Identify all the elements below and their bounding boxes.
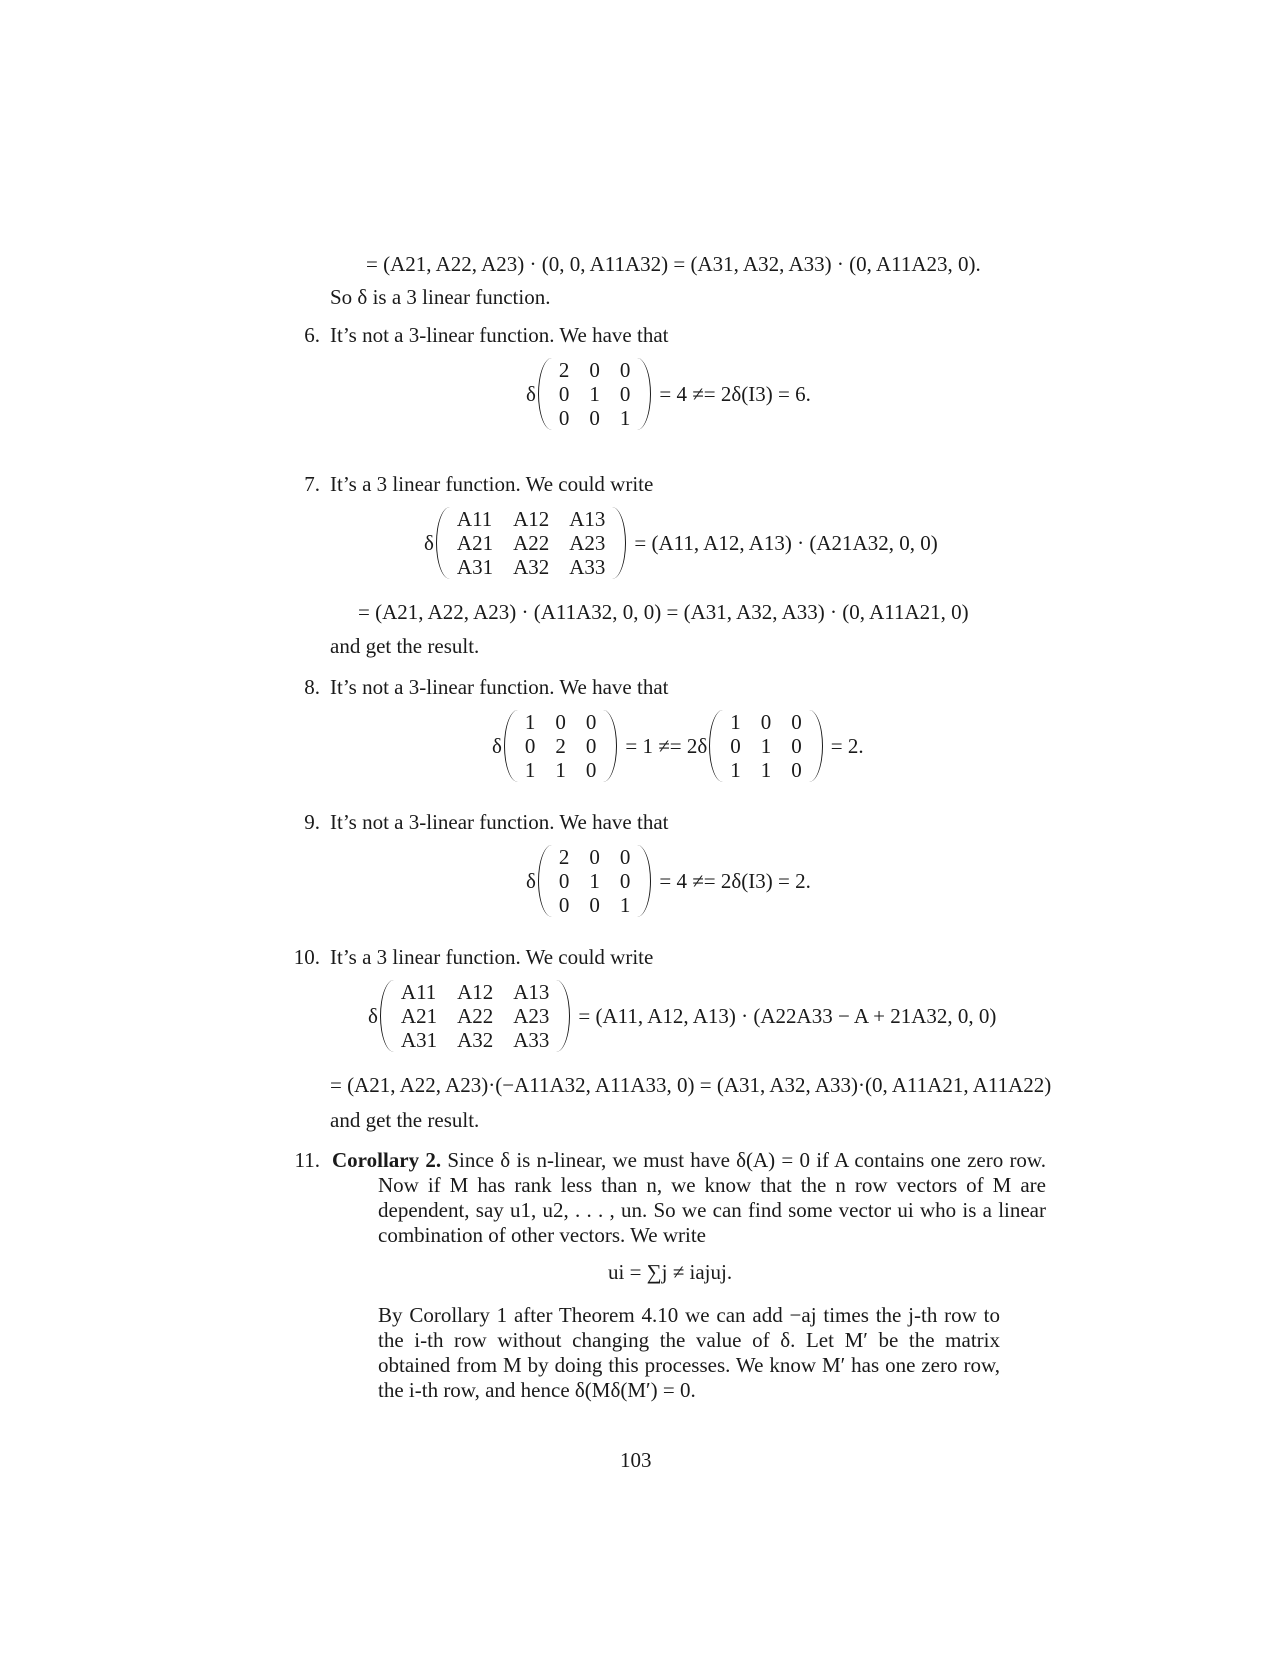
item6-result: = 4 ≠= 2δ(I3) = 6.: [659, 381, 811, 406]
matrix-row: [391, 980, 560, 1004]
matrix-cell: 1: [524, 710, 536, 734]
item11-number: 11.: [294, 1148, 320, 1172]
matrix-cell: 1: [619, 406, 631, 430]
matrix-cell: 1: [730, 710, 741, 734]
item10-line2: = (A21, A22, A23)·(−A11A32, A11A33, 0) = (A31, A32, A33)·(0, A11A21, A11A22): [330, 1073, 1052, 1097]
matrix-cell: 2: [558, 358, 570, 382]
matrix-cell: A33: [513, 1028, 550, 1052]
item7-number: 7.: [304, 472, 320, 496]
matrix-row: [549, 358, 641, 382]
matrix-row: [549, 845, 641, 869]
corollary-heading: Corollary 2.: [332, 1148, 442, 1172]
matrix-cell: A13: [513, 980, 550, 1004]
matrix-row: [447, 555, 616, 579]
matrix-cell: 0: [524, 734, 536, 758]
matrix-cell: 0: [558, 382, 570, 406]
matrix-cell: A31: [400, 1028, 438, 1052]
matrix-cell: 0: [555, 710, 566, 734]
item7-conclusion: and get the result.: [330, 634, 480, 658]
matrix-row: [515, 758, 607, 782]
delta-symbol: δ: [424, 530, 434, 555]
matrix-cell: A21: [456, 531, 494, 555]
item7-rhs: = (A11, A12, A13) · (A21A32, 0, 0): [634, 530, 938, 555]
matrix-cell: 1: [524, 758, 536, 782]
matrix-row: [549, 893, 641, 917]
matrix-cell: 0: [589, 893, 600, 917]
delta-symbol: δ: [526, 868, 536, 893]
item11-formula: ui = ∑j ≠ iajuj.: [608, 1260, 733, 1284]
matrix-cell: 0: [619, 845, 631, 869]
matrix-cell: 0: [589, 845, 600, 869]
item8-number: 8.: [304, 675, 320, 699]
item10-number: 10.: [293, 945, 320, 969]
matrix-cell: A11: [400, 980, 437, 1004]
delta-symbol: δ: [526, 381, 536, 406]
item8-text: It’s not a 3-linear function. We have that: [330, 675, 669, 699]
matrix-cell: A11: [456, 507, 493, 531]
matrix-cell: A31: [456, 555, 494, 579]
matrix-cell: 1: [760, 734, 772, 758]
matrix-row: [447, 507, 616, 531]
matrix-cell: 2: [558, 845, 570, 869]
matrix-cell: 0: [558, 893, 570, 917]
matrix-cell: A32: [457, 1028, 494, 1052]
matrix-cell: 0: [619, 382, 631, 406]
matrix-row: [391, 1004, 560, 1028]
item9-number: 9.: [304, 810, 320, 834]
matrix-cell: 0: [585, 734, 597, 758]
item6-number: 6.: [304, 323, 320, 347]
matrix-cell: 0: [585, 758, 597, 782]
matrix-cell: 0: [558, 406, 570, 430]
matrix-cell: 0: [558, 869, 570, 893]
item8-matrix-a: [504, 710, 618, 782]
matrix-cell: 0: [589, 406, 600, 430]
matrix-cell: A33: [569, 555, 606, 579]
item10-equation: [368, 980, 996, 1052]
item10-matrix: [380, 980, 571, 1052]
page-number: 103: [620, 1448, 652, 1472]
matrix-cell: A13: [569, 507, 606, 531]
matrix-cell: 1: [730, 758, 741, 782]
matrix-cell: A22: [513, 531, 550, 555]
item8-equation: [492, 710, 864, 782]
matrix-cell: A21: [400, 1004, 438, 1028]
item7-equation: [424, 507, 938, 579]
item8-result: = 2.: [830, 733, 864, 758]
matrix-cell: 1: [589, 869, 600, 893]
matrix-cell: 1: [589, 382, 600, 406]
item10-rhs: = (A11, A12, A13) · (A22A33 − A + 21A32, 0, 0): [578, 1003, 997, 1028]
matrix-cell: 0: [730, 734, 741, 758]
matrix-row: [720, 734, 812, 758]
item8-matrix-b: [709, 710, 823, 782]
matrix-cell: 1: [555, 758, 566, 782]
matrix-row: [549, 382, 641, 406]
matrix-cell: A12: [457, 980, 494, 1004]
item5-conclusion: So δ is a 3 linear function.: [330, 285, 551, 309]
item11-paragraph2: By Corollary 1 after Theorem 4.10 we can add −aj times the j-th row to the i-th row without changing the value of δ. Let M′ be the matrix obtained from M by doing this processes. We know M′ has one zero row, the i-th row, and hence δ(Mδ(M′) = 0.: [378, 1303, 1000, 1402]
matrix-cell: 1: [760, 758, 772, 782]
matrix-row: [720, 758, 812, 782]
matrix-row: [720, 710, 812, 734]
item6-matrix: [538, 358, 652, 430]
matrix-cell: 0: [589, 358, 600, 382]
matrix-row: [515, 710, 607, 734]
item11-paragraph1: Corollary 2. Since δ is n-linear, we must have δ(A) = 0 if A contains one zero row. Now if M has rank less than n, we know that the n row vectors of M are dependent, say u1, u2, . . . , un. So we can find some vector ui who is a linear combination of other vectors. We write: [332, 1148, 1046, 1247]
item9-equation: [526, 845, 811, 917]
matrix-cell: 0: [791, 758, 802, 782]
item9-text: It’s not a 3-linear function. We have that: [330, 810, 669, 834]
item7-line2: = (A21, A22, A23) · (A11A32, 0, 0) = (A31, A32, A33) · (0, A11A21, 0): [358, 600, 969, 624]
matrix-cell: A12: [513, 507, 550, 531]
matrix-row: [391, 1028, 560, 1052]
matrix-cell: 1: [619, 893, 631, 917]
item6-text: It’s not a 3-linear function. We have that: [330, 323, 669, 347]
item6-equation: [526, 358, 811, 430]
item9-matrix: [538, 845, 652, 917]
item7-matrix: [436, 507, 627, 579]
matrix-row: [515, 734, 607, 758]
delta-symbol: δ: [368, 1003, 378, 1028]
matrix-cell: 0: [791, 734, 802, 758]
item7-text: It’s a 3 linear function. We could write: [330, 472, 654, 496]
item9-result: = 4 ≠= 2δ(I3) = 2.: [659, 868, 811, 893]
matrix-cell: A23: [569, 531, 606, 555]
matrix-cell: A22: [457, 1004, 494, 1028]
matrix-cell: 0: [619, 869, 631, 893]
matrix-cell: A23: [513, 1004, 550, 1028]
matrix-row: [549, 869, 641, 893]
matrix-cell: 0: [760, 710, 772, 734]
delta-symbol: δ: [492, 733, 502, 758]
item8-middle: = 1 ≠= 2δ: [625, 733, 708, 758]
matrix-cell: A32: [513, 555, 550, 579]
item10-text: It’s a 3 linear function. We could write: [330, 945, 654, 969]
item10-conclusion: and get the result.: [330, 1108, 480, 1132]
matrix-row: [447, 531, 616, 555]
matrix-row: [549, 406, 641, 430]
matrix-cell: 0: [619, 358, 631, 382]
matrix-cell: 0: [791, 710, 802, 734]
matrix-cell: 2: [555, 734, 566, 758]
item5-equation-line: = (A21, A22, A23) · (0, 0, A11A32) = (A31, A32, A33) · (0, A11A23, 0).: [366, 252, 981, 276]
matrix-cell: 0: [585, 710, 597, 734]
